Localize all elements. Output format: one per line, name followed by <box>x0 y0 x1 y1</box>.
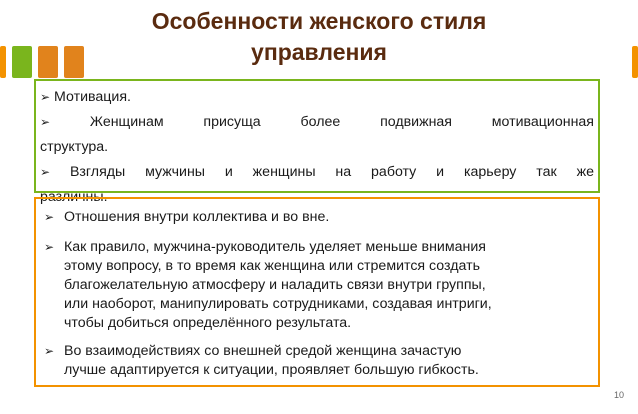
paragraph-line: или наоборот, манипулировать сотрудниками, создавая интриги, <box>64 296 492 312</box>
decor-block-orange-1 <box>38 46 58 78</box>
bullet-text-continued: структура. <box>40 139 109 155</box>
paragraph-line: Как правило, мужчина-руководитель уделяет меньше внимания <box>64 239 486 255</box>
paragraph-team-relations <box>42 208 592 227</box>
decor-block-green <box>12 46 32 78</box>
decor-block-orange-2 <box>64 46 84 78</box>
paragraph-line: Во взаимодействиях со внешней средой женщина зачастую <box>64 343 462 359</box>
arrow-bullet-icon: ➢ <box>40 115 51 129</box>
decor-bar-orange-right <box>632 46 638 78</box>
paragraph-external-environment <box>42 342 592 380</box>
arrow-bullet-icon: ➢ <box>44 210 55 224</box>
bullet-text: Взгляды мужчины и женщины на работу и карьеру так же <box>69 164 594 180</box>
paragraph-manager-attention <box>42 238 592 333</box>
slide-title <box>90 6 548 68</box>
bullet-text: Женщинам присуща более подвижная мотивационная <box>89 114 594 130</box>
slide-title-line2: управления <box>251 39 387 65</box>
page-number: 10 <box>613 390 624 400</box>
bullet-views-on-career <box>40 160 594 185</box>
paragraph-line: чтобы добиться определённого результата. <box>64 315 352 331</box>
arrow-bullet-icon: ➢ <box>44 240 55 254</box>
bullet-text-continued: различны. <box>40 189 108 205</box>
orange-bordered-box <box>34 197 600 387</box>
bullet-women-motivation <box>40 110 594 135</box>
paragraph-text: Отношения внутри коллектива и во вне. <box>64 209 330 225</box>
green-bordered-box <box>34 79 600 205</box>
decor-bar-orange-left <box>0 46 6 78</box>
arrow-bullet-icon: ➢ <box>40 90 51 104</box>
slide-title-line1: Особенности женского стиля <box>151 8 487 34</box>
bullet-text: Мотивация. <box>54 89 131 105</box>
paragraph-line: лучше адаптируется к ситуации, проявляет большую гибкость. <box>64 362 479 378</box>
paragraph-line: благожелательную атмосферу и наладить связи внутри группы, <box>64 277 486 293</box>
bullet-motivation <box>40 85 594 110</box>
arrow-bullet-icon: ➢ <box>40 165 51 179</box>
arrow-bullet-icon: ➢ <box>44 344 55 358</box>
paragraph-line: этому вопросу, в то время как женщина или стремится создать <box>64 258 480 274</box>
